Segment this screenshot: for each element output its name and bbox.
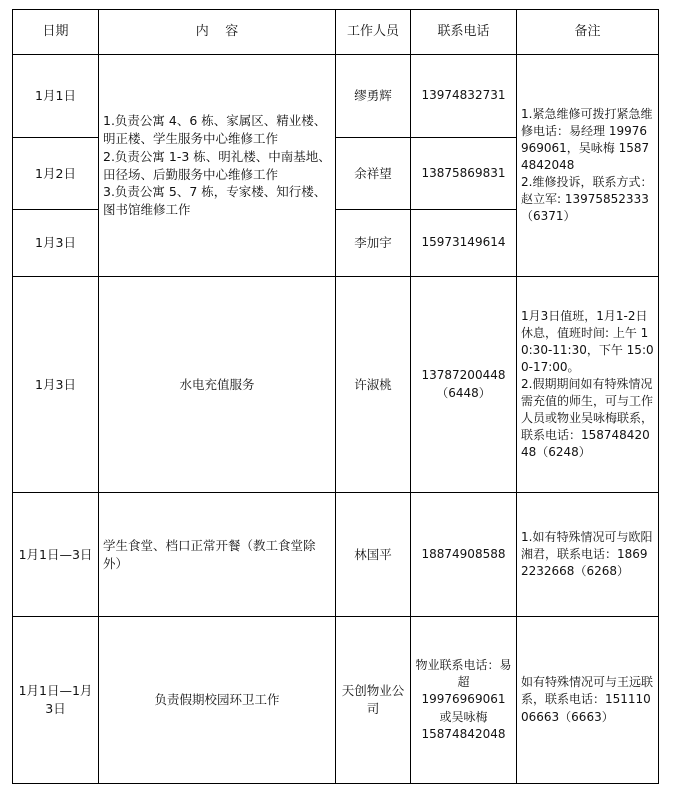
- phone-line: 或吴咏梅: [439, 709, 488, 724]
- repair-remark-line: 1.紧急维修可拨打紧急维修电话：易经理 19976969061，吴咏梅 15874842048: [521, 106, 653, 172]
- phone-line: 物业联系电话：易超: [415, 658, 512, 690]
- date-cell: 1月2日: [13, 138, 99, 210]
- header-phone: 联系电话: [411, 10, 517, 55]
- header-content: [99, 10, 336, 55]
- phone-line: 19976969061: [421, 692, 506, 707]
- table-row: [13, 277, 659, 493]
- phone-cell: [411, 617, 517, 784]
- table-row: [13, 617, 659, 784]
- content-cell: 水电充值服务: [99, 277, 336, 493]
- repair-content-line: 1.负责公寓 4、6 栋、家属区、精业楼、明正楼、学生服务中心维修工作: [103, 113, 327, 146]
- date-cell: 1月1日—1月3日: [13, 617, 99, 784]
- date-cell: 1月1日: [13, 55, 99, 138]
- header-date: 日期: [13, 10, 99, 55]
- repair-content-line: 2.负责公寓 1-3 栋、明礼楼、中南基地、田径场、后勤服务中心维修工作: [103, 148, 331, 182]
- repair-content-line: 3.负责公寓 5、7 栋，专家楼、知行楼、图书馆维修工作: [103, 184, 327, 217]
- duty-schedule-table: [12, 9, 659, 784]
- repair-remark-cell: [517, 55, 659, 277]
- phone-cell: 15973149614: [411, 210, 517, 277]
- canteen-remark-cell: 1.如有特殊情况可与欧阳湘君，联系电话：18692232668（6268）: [517, 493, 659, 617]
- phone-cell: 18874908588: [411, 493, 517, 617]
- header-content-label: 内 容: [195, 23, 239, 39]
- staff-cell: 林国平: [336, 493, 411, 617]
- phone-line: （6448）: [436, 385, 491, 400]
- staff-cell: 余祥望: [336, 138, 411, 210]
- repair-remark-line: 2.维修投诉，联系方式：赵立军: 13975852333（6371）: [521, 175, 653, 224]
- header-remark: 备注: [517, 10, 659, 55]
- staff-cell: 许淑桃: [336, 277, 411, 493]
- phone-line: 13787200448: [421, 368, 506, 383]
- date-cell: 1月3日: [13, 210, 99, 277]
- phone-cell: 13875869831: [411, 138, 517, 210]
- cleaning-remark-cell: 如有特殊情况可与王远联系，联系电话：15111006663（6663）: [517, 617, 659, 784]
- phone-cell: [411, 277, 517, 493]
- date-cell: 1月3日: [13, 277, 99, 493]
- phone-line: 15874842048: [421, 726, 506, 741]
- utility-remark-line: 1月3日值班，1月1-2日休息，值班时间: 上午 10:30-11:30，下午 15:00-17:00。: [521, 308, 654, 374]
- repair-content-cell: [99, 55, 336, 277]
- date-cell: 1月1日—3日: [13, 493, 99, 617]
- content-cell: 负责假期校园环卫工作: [99, 617, 336, 784]
- content-cell: 学生食堂、档口正常开餐（教工食堂除外）: [99, 493, 336, 617]
- header-staff: 工作人员: [336, 10, 411, 55]
- table-row: [13, 55, 659, 138]
- staff-cell: 李加宇: [336, 210, 411, 277]
- utility-remark-line: 2.假期期间如有特殊情况需充值的师生，可与工作人员或物业吴咏梅联系，联系电话：15874842048（6248）: [521, 376, 654, 460]
- utility-remark-cell: [517, 277, 659, 493]
- staff-cell: 天创物业公司: [336, 617, 411, 784]
- header-row: [13, 10, 659, 55]
- phone-cell: 13974832731: [411, 55, 517, 138]
- table-row: [13, 493, 659, 617]
- schedule-container: [12, 9, 659, 784]
- staff-cell: 缪勇辉: [336, 55, 411, 138]
